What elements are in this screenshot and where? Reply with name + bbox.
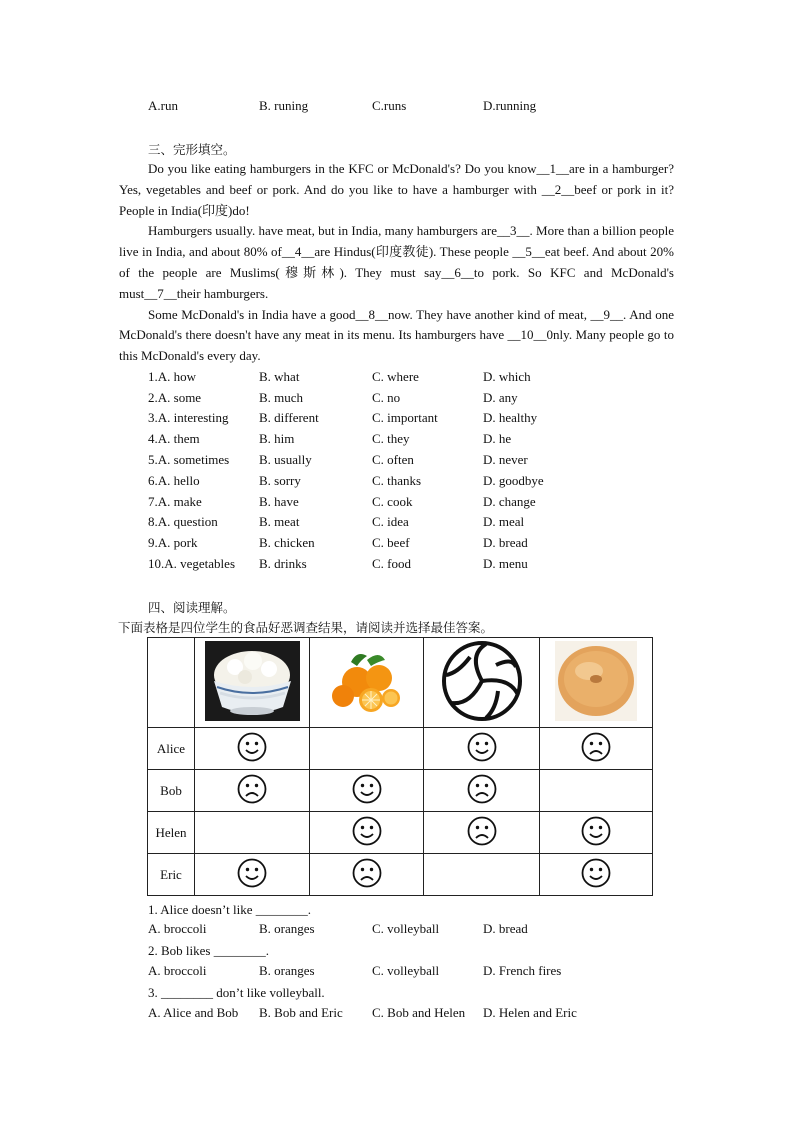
- option-d: D. menu: [483, 556, 528, 571]
- option-b: B. sorry: [259, 473, 301, 488]
- face-cell: [540, 728, 653, 770]
- table-header-row: [148, 638, 653, 728]
- option-d: D. healthy: [483, 410, 538, 425]
- option-b: B. oranges: [259, 963, 315, 978]
- option-b: B. drinks: [259, 556, 307, 571]
- rice-bowl-image: [205, 641, 300, 721]
- option-d: D. any: [483, 390, 518, 405]
- option-b: B. much: [259, 390, 304, 405]
- question-stem: 2. Bob likes ________.: [148, 943, 269, 958]
- question-stem: 3. ________ don’t like volleyball.: [148, 985, 325, 1000]
- option-c: C.runs: [372, 98, 407, 113]
- face-cell: [424, 728, 540, 770]
- food-survey-table: [147, 637, 653, 896]
- option-c: C. volleyball: [372, 921, 440, 936]
- sad-face-icon: [466, 815, 498, 847]
- option-d: D. Helen and Eric: [483, 1005, 577, 1020]
- option-a: 3.A. interesting: [148, 410, 229, 425]
- face-cell: [540, 770, 653, 812]
- option-b: B. him: [259, 431, 295, 446]
- table-row: [148, 728, 653, 770]
- option-c: C. volleyball: [372, 963, 440, 978]
- option-d: D.running: [483, 98, 537, 113]
- option-d: D. he: [483, 431, 512, 446]
- happy-face-icon: [351, 815, 383, 847]
- option-d: D. French fires: [483, 963, 562, 978]
- face-cell: [424, 854, 540, 896]
- option-b: B. usually: [259, 452, 312, 467]
- corner-cell: [148, 638, 195, 728]
- option-c: C. beef: [372, 535, 410, 550]
- cloze-paragraph: Do you like eating hamburgers in the KFC or McDonald's? Do you know__1__are in a hamburger? Yes, vegetables and beef or pork. And do you like to have a hamburger with __2__beef or pork in it? People in India(印度)do!: [119, 161, 674, 218]
- question-stem: 1. Alice doesn’t like ________.: [148, 902, 311, 917]
- option-d: D. bread: [483, 535, 528, 550]
- food-header-volleyball: [424, 638, 540, 728]
- option-c: C. food: [372, 556, 411, 571]
- sad-face-icon: [580, 731, 612, 763]
- option-c: C. cook: [372, 494, 413, 509]
- face-cell: [195, 728, 310, 770]
- cloze-passage: [119, 159, 674, 367]
- food-header-oranges: [310, 638, 424, 728]
- option-c: C. idea: [372, 514, 409, 529]
- option-a: 2.A. some: [148, 390, 202, 405]
- section3-title: 三、完形填空。: [148, 142, 236, 157]
- option-b: B. chicken: [259, 535, 315, 550]
- face-cell: [424, 770, 540, 812]
- happy-face-icon: [580, 857, 612, 889]
- option-b: B. different: [259, 410, 319, 425]
- face-cell: [540, 854, 653, 896]
- cloze-paragraph: Hamburgers usually. have meat, but in India, many hamburgers are__3__. More than a billion people live in India, and about 80% of__4__are Hindus(印度教徒). These people __5__eat beef. And about 20% of the people are Muslims(穆斯林). They must say__6__to pork. So KFC and McDonald's must__7__their hamburgers.: [119, 223, 674, 301]
- face-cell: [310, 812, 424, 854]
- option-c: C. thanks: [372, 473, 422, 488]
- face-cell: [195, 854, 310, 896]
- option-b: B. meat: [259, 514, 300, 529]
- option-a: 7.A. make: [148, 494, 202, 509]
- student-name: Eric: [148, 854, 195, 896]
- table-row: [148, 854, 653, 896]
- happy-face-icon: [236, 857, 268, 889]
- option-a: 5.A. sometimes: [148, 452, 230, 467]
- food-header-bread: [540, 638, 653, 728]
- student-name: Helen: [148, 812, 195, 854]
- option-a: A. Alice and Bob: [148, 1005, 239, 1020]
- oranges-image: [327, 646, 407, 716]
- face-cell: [424, 812, 540, 854]
- sad-face-icon: [236, 773, 268, 805]
- face-cell: [310, 728, 424, 770]
- option-a: 9.A. pork: [148, 535, 198, 550]
- face-cell: [195, 812, 310, 854]
- option-c: C. no: [372, 390, 401, 405]
- option-a: 4.A. them: [148, 431, 200, 446]
- face-cell: [310, 770, 424, 812]
- section4-instruction: 下面表格是四位学生的食品好恶调查结果，请阅读并选择最佳答案。: [118, 620, 494, 635]
- face-cell: [310, 854, 424, 896]
- option-a: A. broccoli: [148, 921, 207, 936]
- option-a: A.run: [148, 98, 178, 113]
- option-d: D. bread: [483, 921, 528, 936]
- sad-face-icon: [466, 773, 498, 805]
- option-b: B. oranges: [259, 921, 315, 936]
- option-d: D. which: [483, 369, 531, 384]
- face-cell: [540, 812, 653, 854]
- option-c: C. where: [372, 369, 419, 384]
- student-name: Alice: [148, 728, 195, 770]
- option-d: D. change: [483, 494, 536, 509]
- table-row: [148, 770, 653, 812]
- happy-face-icon: [351, 773, 383, 805]
- cloze-paragraph: Some McDonald's in India have a good__8__now. They have another kind of meat, __9__. And one McDonald's there doesn't have any meat in its menu. Its hamburgers have __10__0nly. Many people go to this McDonald's every day.: [119, 306, 674, 364]
- student-name: Bob: [148, 770, 195, 812]
- happy-face-icon: [466, 731, 498, 763]
- option-c: C. they: [372, 431, 410, 446]
- option-d: D. goodbye: [483, 473, 544, 488]
- option-a: A. broccoli: [148, 963, 207, 978]
- bagel-image: [555, 641, 637, 721]
- option-a: 10.A. vegetables: [148, 556, 236, 571]
- option-d: D. meal: [483, 514, 525, 529]
- option-a: 6.A. hello: [148, 473, 200, 488]
- happy-face-icon: [580, 815, 612, 847]
- option-a: 8.A. question: [148, 514, 218, 529]
- option-b: B. Bob and Eric: [259, 1005, 343, 1020]
- volleyball-image: [440, 639, 524, 723]
- happy-face-icon: [236, 731, 268, 763]
- option-d: D. never: [483, 452, 528, 467]
- option-a: 1.A. how: [148, 369, 197, 384]
- option-c: C. often: [372, 452, 414, 467]
- sad-face-icon: [351, 857, 383, 889]
- section4-title: 四、阅读理解。: [148, 600, 236, 615]
- face-cell: [195, 770, 310, 812]
- option-c: C. Bob and Helen: [372, 1005, 466, 1020]
- option-b: B. runing: [259, 98, 309, 113]
- option-c: C. important: [372, 410, 438, 425]
- option-b: B. have: [259, 494, 299, 509]
- food-header-rice: [195, 638, 310, 728]
- option-b: B. what: [259, 369, 300, 384]
- table-row: [148, 812, 653, 854]
